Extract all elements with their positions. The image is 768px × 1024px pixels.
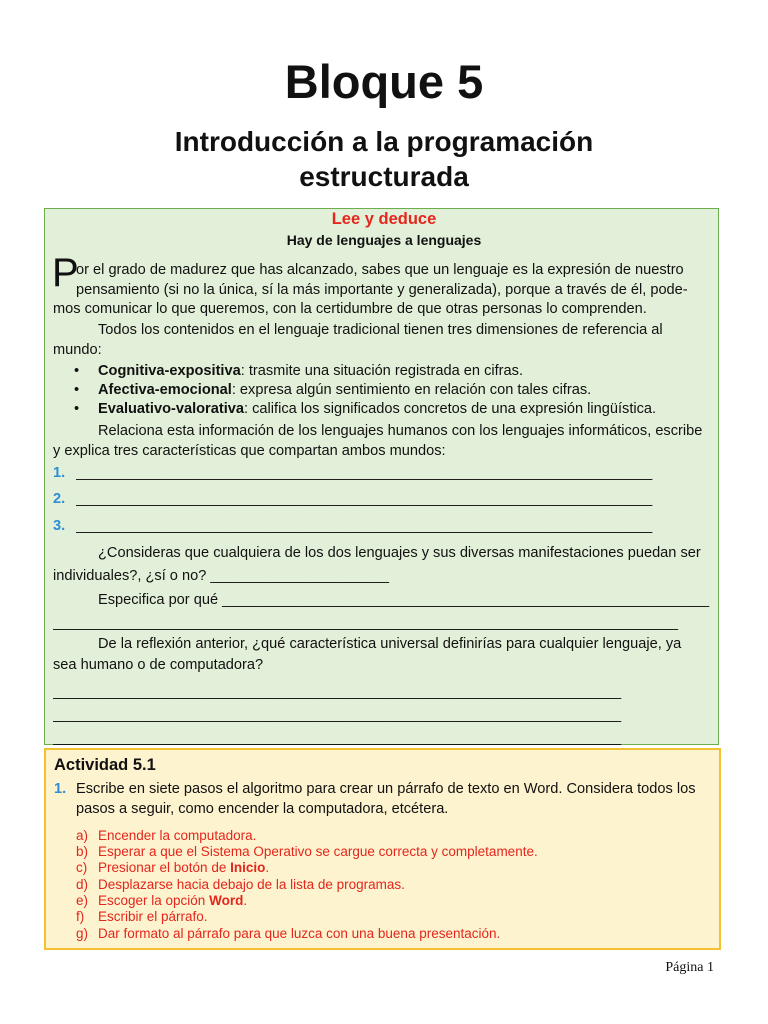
bullet-text: : expresa algún sentimiento en relación con tales cifras.	[231, 382, 592, 398]
subtitle-line-1: Introducción a la programación	[174, 126, 594, 157]
paragraph-1-line-3: mos comunicar lo que queremos, con la certidumbre de que otras personas lo comprenden.	[53, 301, 647, 317]
lee-subheading: Hay de lenguajes a lenguajes	[286, 232, 482, 248]
bullet-term: Cognitiva-expositiva	[98, 363, 241, 379]
step-bold-term: Inicio	[230, 860, 266, 875]
reflection-blank-2[interactable]: ______________________________________________________________________	[53, 707, 622, 723]
paragraph-2-line-2: mundo:	[53, 342, 102, 358]
bullet-item	[98, 380, 591, 400]
step-bold-term: Word	[209, 893, 244, 908]
bullet-icon: •	[74, 363, 80, 379]
paragraph-4-line-2: individuales?, ¿sí o no? ______________________	[53, 568, 389, 584]
step-letter: e)	[76, 893, 89, 908]
subtitle-line-2: estructurada	[299, 161, 469, 192]
bullet-icon: •	[74, 401, 80, 417]
answer-blank-3[interactable]: _______________________________________________________________________	[76, 518, 653, 534]
bullet-text: : califica los significados concretos de una expresión lingüística.	[244, 401, 657, 417]
step-text: Escoger la opción Word.	[98, 893, 248, 908]
paragraph-3-line-2: y explica tres características que compartan ambos mundos:	[53, 443, 446, 459]
actividad-instruction-line-2: pasos a seguir, como encender la computadora, etcétera.	[76, 801, 449, 817]
paragraph-1-line-2: pensamiento (si no la única, sí la más importante y generalizada), porque a través de él, pode-	[76, 282, 688, 298]
paragraph-6-line-2: sea humano o de computadora?	[53, 657, 264, 673]
specify-why-blank[interactable]: _____________________________________________________________________________	[53, 615, 678, 631]
answer-number: 2.	[53, 491, 66, 507]
bullet-term: Evaluativo-valorativa	[98, 401, 245, 417]
bullet-text: : trasmite una situación registrada en cifras.	[240, 363, 524, 379]
step-text: Desplazarse hacia debajo de la lista de programas.	[98, 877, 405, 892]
page-subtitle	[0, 124, 768, 194]
drop-cap: P	[52, 251, 79, 295]
paragraph-6-line-1: De la reflexión anterior, ¿qué característica universal definirías para cualquier lenguaje, ya	[98, 636, 682, 652]
page-number: Página 1	[665, 960, 714, 975]
step-letter: d)	[76, 877, 89, 892]
answer-blank-1[interactable]: _______________________________________________________________________	[76, 465, 653, 481]
paragraph-4-line-1: ¿Consideras que cualquiera de los dos lenguajes y sus diversas manifestaciones puedan ser	[98, 545, 701, 561]
step-text: Encender la computadora.	[98, 828, 257, 843]
actividad-instruction-line-1: Escribe en siete pasos el algoritmo para crear un párrafo de texto en Word. Considera todos los	[76, 781, 696, 797]
actividad-number: 1.	[54, 781, 67, 797]
page-title: Bloque 5	[284, 55, 484, 108]
step-letter: a)	[76, 828, 89, 843]
bullet-item	[98, 399, 656, 419]
step-text: Presionar el botón de Inicio.	[98, 860, 270, 875]
lee-heading: Lee y deduce	[331, 210, 437, 228]
bullet-icon: •	[74, 382, 80, 398]
step-text: Esperar a que el Sistema Operativo se cargue correcta y completamente.	[98, 844, 538, 859]
paragraph-2-line-1: Todos los contenidos en el lenguaje tradicional tienen tres dimensiones de referencia al	[98, 322, 663, 338]
paragraph-1-line-1: or el grado de madurez que has alcanzado, sabes que un lenguaje es la expresión de nuestro	[76, 262, 684, 278]
step-letter: f)	[76, 909, 85, 924]
step-text: Dar formato al párrafo para que luzca con una buena presentación.	[98, 926, 501, 941]
bullet-term: Afectiva-emocional	[98, 382, 232, 398]
paragraph-3-line-1: Relaciona esta información de los lenguajes humanos con los lenguajes informáticos, escribe	[98, 423, 703, 439]
reflection-blank-1[interactable]: ______________________________________________________________________	[53, 684, 622, 700]
answer-number: 1.	[53, 465, 66, 481]
specify-why-line: Especifica por qué ____________________________________________________________	[98, 592, 710, 608]
step-letter: g)	[76, 926, 89, 941]
step-letter: c)	[76, 860, 88, 875]
bullet-item	[98, 361, 523, 381]
step-text: Escribir el párrafo.	[98, 909, 208, 924]
step-letter: b)	[76, 844, 89, 859]
reflection-blank-3[interactable]: ______________________________________________________________________	[53, 730, 622, 746]
answer-blank-2[interactable]: _______________________________________________________________________	[76, 491, 653, 507]
answer-number: 3.	[53, 518, 66, 534]
actividad-title: Actividad 5.1	[54, 756, 156, 774]
